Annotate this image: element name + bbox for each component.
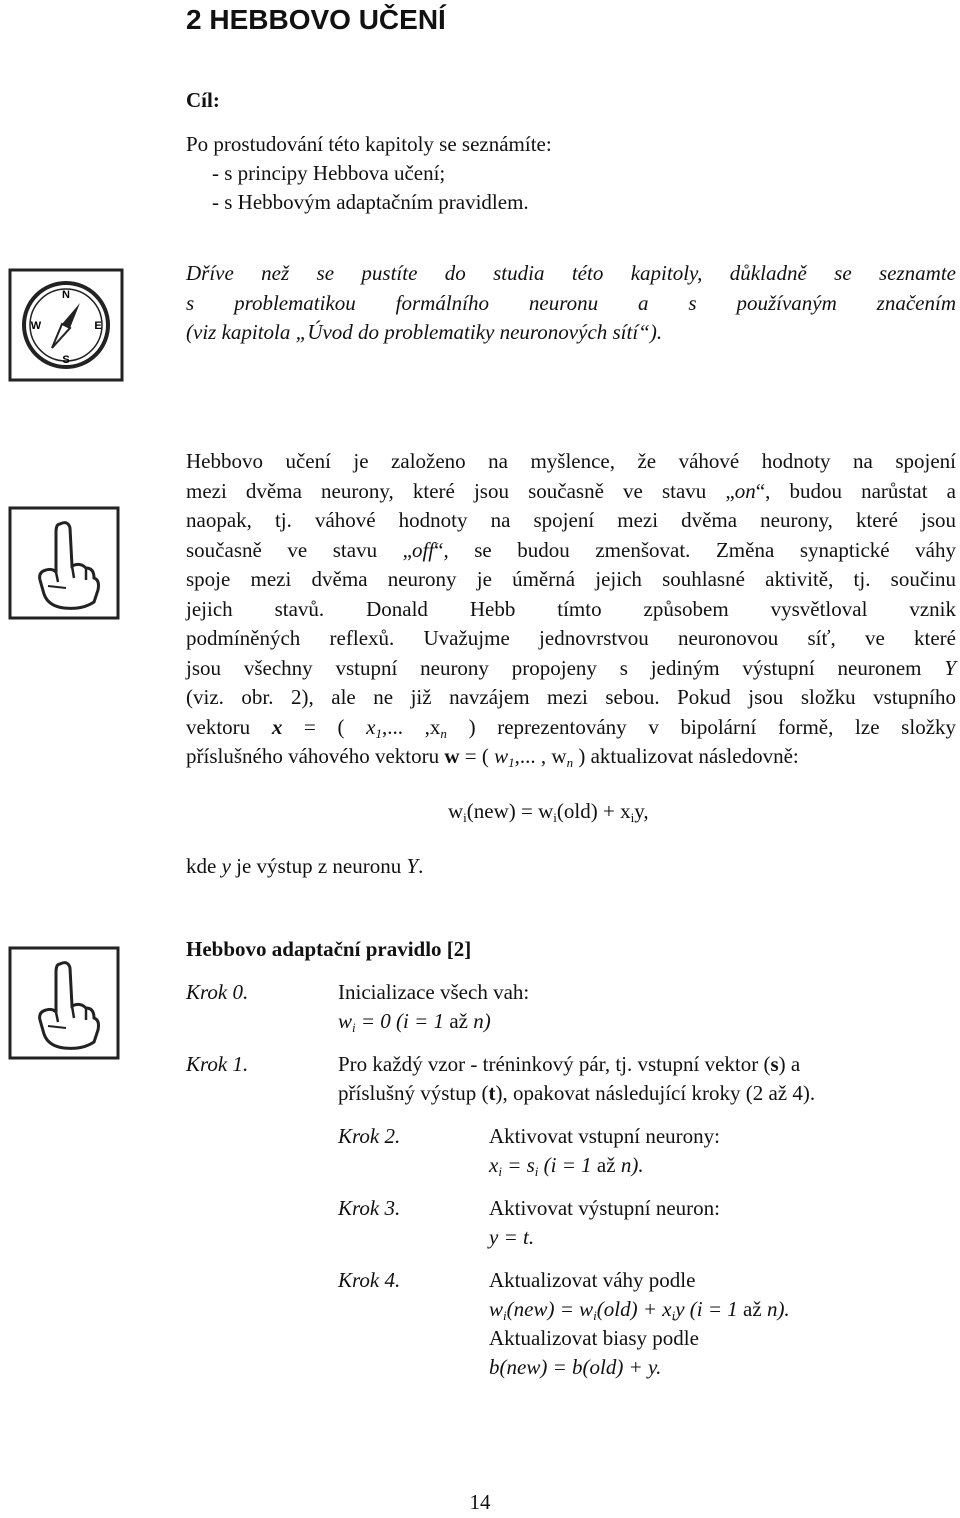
- rule-heading: Hebbovo adaptační pravidlo [2]: [186, 937, 472, 961]
- subscript: i: [630, 810, 635, 825]
- step-text: Aktualizovat váhy podle: [489, 1268, 696, 1292]
- step-text: Aktivovat výstupní neuron:: [489, 1196, 720, 1220]
- formula-explanation: [186, 852, 423, 882]
- text-span: y,: [634, 799, 649, 823]
- body-line: Hebbovo učení je založeno na myšlence, že váhové hodnoty na spojení: [186, 449, 956, 473]
- subscript: i: [553, 810, 557, 825]
- text-span: = s: [501, 1153, 535, 1177]
- svg-text:N: N: [62, 289, 70, 301]
- text-span: w: [448, 799, 464, 823]
- text-span: x: [366, 714, 376, 739]
- text-span: vektoru: [186, 714, 272, 739]
- text-span: až: [449, 1009, 468, 1033]
- body-line: [186, 742, 956, 772]
- body-line: [186, 477, 956, 507]
- text-span: mezi dvěma neurony, které jsou současně ve stavu „: [186, 478, 735, 503]
- svg-text:W: W: [30, 320, 42, 332]
- text-span: ,... ,x: [382, 714, 441, 739]
- prerequisite-note: [186, 259, 956, 348]
- pointing-hand-icon: [8, 506, 120, 620]
- body-line: spoje mezi dvěma neurony je úměrná jejich souhlasné aktivitě, tj. součinu: [186, 567, 956, 591]
- subscript: i: [498, 1164, 502, 1179]
- text-span: jsou všechny vstupní neurony propojeny s jediným výstupní neuronem: [186, 655, 945, 680]
- step-formula: [338, 1007, 491, 1037]
- prerequisite-line: (viz kapitola „Úvod do problematiky neuronových sítí“).: [186, 320, 663, 344]
- text-span: (old) + x: [556, 799, 631, 823]
- prerequisite-line: Dříve než se pustíte do studia této kapitoly, důkladně se seznamte: [186, 261, 956, 285]
- subscript: i: [593, 1308, 597, 1323]
- text-span: n).: [761, 1297, 790, 1321]
- step-label: Krok 1.: [186, 1052, 249, 1076]
- text-span: x: [489, 1153, 499, 1177]
- step-text: Aktualizovat biasy podle: [489, 1326, 699, 1350]
- text-span: (i = 1: [538, 1153, 597, 1177]
- text-span: w: [338, 1009, 353, 1033]
- subscript: i: [503, 1308, 507, 1323]
- step-label: Krok 4.: [338, 1268, 401, 1292]
- body-line: jejich stavů. Donald Hebb tímto způsobem vysvětloval vznik: [186, 596, 956, 621]
- body-line: (viz. obr. 2), ale ne již navzájem mezi sebou. Pokud jsou složku vstupního: [186, 685, 956, 709]
- subscript: n: [440, 725, 447, 741]
- svg-text:E: E: [94, 320, 102, 332]
- step-formula: y = t.: [489, 1225, 535, 1249]
- text-span: “, budou narůstat a: [755, 478, 956, 503]
- text-span: Pro každý vzor - tréninkový pár, tj. vstupní vektor (: [338, 1052, 771, 1076]
- text-span: kde: [186, 854, 222, 878]
- step-label: Krok 0.: [186, 980, 249, 1004]
- text-span: až: [743, 1297, 762, 1321]
- text-span: příslušného váhového vektoru: [186, 744, 445, 768]
- step-label: Krok 3.: [338, 1196, 401, 1220]
- subscript: n: [566, 755, 574, 770]
- text-span: = 0 (i = 1: [355, 1009, 450, 1033]
- text-span: současně ve stavu „: [186, 537, 412, 562]
- compass-icon: [8, 268, 124, 382]
- text-span: příslušný výstup (: [338, 1081, 489, 1105]
- goal-item: - s Hebbovým adaptačním pravidlem.: [212, 190, 529, 214]
- text-span: w: [494, 744, 509, 768]
- text-span: s: [770, 1052, 779, 1076]
- step-text: [338, 1050, 800, 1080]
- vector-w: w: [444, 744, 460, 768]
- goal-intro: Po prostudování této kapitoly se seznámíte:: [186, 132, 552, 156]
- text-span: on: [734, 478, 756, 503]
- body-line: [186, 536, 956, 566]
- subscript: i: [463, 810, 467, 825]
- text-span: až: [596, 1153, 616, 1177]
- text-span: n).: [615, 1153, 644, 1177]
- body-paragraph: [186, 447, 956, 772]
- text-span: ) a: [778, 1052, 801, 1076]
- text-span: je výstup z neuronu: [230, 854, 407, 878]
- step-formula: b(new) = b(old) + y.: [489, 1355, 662, 1379]
- text-span: = (: [282, 714, 367, 739]
- body-line: podmíněných reflexů. Uvažujme jednovrstvou neuronovou síť, ve které: [186, 626, 956, 650]
- pointing-hand-icon: [8, 946, 120, 1060]
- text-span: Y: [406, 854, 419, 878]
- subscript: i: [534, 1164, 539, 1179]
- subscript: i: [671, 1308, 676, 1323]
- body-line: naopak, tj. váhové hodnoty na spojení mezi dvěma neurony, které jsou: [186, 508, 956, 532]
- text-span: ) aktualizovat následovně:: [573, 744, 799, 768]
- body-line: [186, 713, 956, 743]
- text-span: (new) = w: [466, 799, 554, 823]
- subscript: 1: [375, 725, 382, 741]
- body-line: [186, 654, 956, 684]
- text-span: Y: [944, 655, 956, 680]
- update-formula: [448, 797, 649, 827]
- step-text: [338, 1079, 815, 1109]
- prerequisite-line: s problematikou formálního neuronu a s používaným značením: [186, 290, 956, 315]
- text-span: (old) + x: [596, 1297, 672, 1321]
- step-text: Inicializace všech vah:: [338, 980, 530, 1004]
- text-span: .: [418, 854, 424, 878]
- text-span: y (i = 1: [675, 1297, 744, 1321]
- text-span: y: [221, 854, 231, 878]
- text-span: ), opakovat následující kroky (2 až 4).: [495, 1081, 816, 1105]
- text-span: w: [489, 1297, 504, 1321]
- goal-item: - s principy Hebbova učení;: [212, 161, 446, 185]
- text-span: “, se budou zmenšovat. Změna synaptické váhy: [434, 537, 957, 562]
- vector-x: x: [271, 714, 283, 739]
- text-span: (new) = w: [506, 1297, 594, 1321]
- step-text: Aktivovat vstupní neurony:: [489, 1124, 720, 1148]
- text-span: off: [411, 537, 435, 562]
- text-span: t: [488, 1081, 496, 1105]
- text-span: n): [467, 1009, 491, 1033]
- step-formula: [489, 1151, 644, 1181]
- svg-text:S: S: [62, 354, 70, 366]
- text-span: ,... , w: [514, 744, 567, 768]
- subscript: i: [352, 1020, 356, 1035]
- goal-heading: Cíl:: [186, 88, 220, 112]
- subscript: 1: [508, 755, 515, 770]
- text-span: ) reprezentovány v bipolární formě, lze složky: [446, 714, 957, 739]
- chapter-title: 2 HEBBOVO UČENÍ: [186, 4, 446, 35]
- step-label: Krok 2.: [338, 1124, 401, 1148]
- page-number: 14: [469, 1490, 491, 1514]
- step-formula: [489, 1295, 790, 1325]
- text-span: = (: [459, 744, 495, 768]
